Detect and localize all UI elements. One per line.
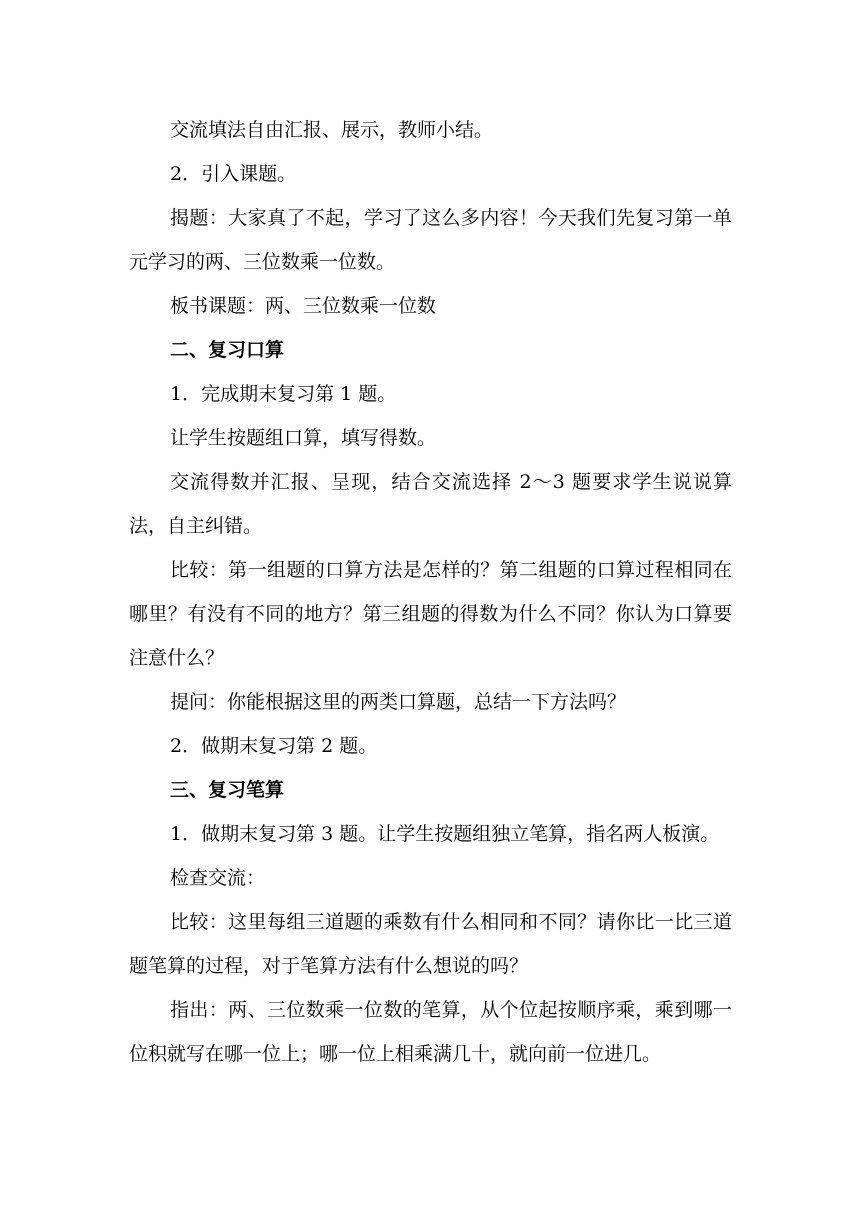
paragraph: 交流得数并汇报、呈现，结合交流选择 2～3 题要求学生说说算法，自主纠错。 — [129, 471, 732, 537]
paragraph: 让学生按题组口算，填写得数。 — [170, 427, 437, 449]
section-heading: 二、复习口算 — [170, 339, 285, 361]
paragraph: 比较：第一组题的口算方法是怎样的？第二组题的口算过程相同在哪里？有没有不同的地方？第三组题的得数为什么不同？你认为口算要注意什么？ — [129, 559, 732, 669]
paragraph: 揭题：大家真了不起，学习了这么多内容！今天我们先复习第一单元学习的两、三位数乘一位数。 — [129, 207, 732, 273]
paragraph: 指出：两、三位数乘一位数的笔算，从个位起按顺序乘，乘到哪一位积就写在哪一位上；哪一位上相乘满几十，就向前一位进几。 — [129, 999, 732, 1065]
paragraph: 交流填法自由汇报、展示，教师小结。 — [170, 119, 494, 141]
paragraph: 比较：这里每组三道题的乘数有什么相同和不同？请你比一比三道题笔算的过程，对于笔算方法有什么想说的吗？ — [129, 911, 732, 977]
paragraph: 1．做期末复习第 3 题。让学生按题组独立笔算，指名两人板演。 — [170, 823, 720, 845]
paragraph: 2．引入课题。 — [170, 163, 297, 185]
paragraph: 板书课题：两、三位数乘一位数 — [170, 295, 437, 317]
paragraph: 1．完成期末复习第 1 题。 — [170, 383, 397, 405]
section-heading: 三、复习笔算 — [170, 779, 285, 801]
paragraph: 2．做期末复习第 2 题。 — [170, 735, 378, 757]
paragraph: 提问：你能根据这里的两类口算题，总结一下方法吗？ — [170, 691, 627, 713]
document-body — [129, 108, 732, 1076]
paragraph: 检查交流： — [170, 867, 266, 889]
